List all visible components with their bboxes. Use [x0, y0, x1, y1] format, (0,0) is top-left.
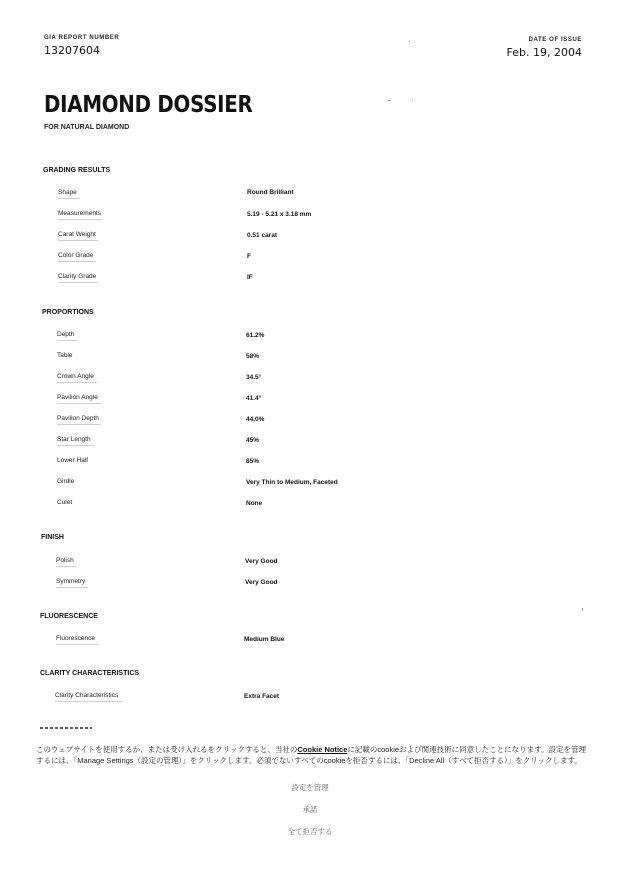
symmetry-label: Symmetry: [56, 578, 86, 585]
label-underline: [57, 340, 77, 341]
pavilion-angle-label: Pavilion Angle: [57, 394, 98, 401]
section-grading-heading: GRADING RESULTS: [43, 167, 111, 174]
depth-value: 61.2%: [246, 332, 265, 339]
crown-angle-value: 34.5°: [246, 374, 262, 381]
report-number-label: GIA REPORT NUMBER: [44, 35, 120, 41]
label-underline: [58, 261, 96, 262]
scan-speck: [388, 100, 391, 101]
table-value: 58%: [246, 353, 260, 360]
pavilion-angle-value: 41.4°: [246, 395, 262, 402]
label-underline: [56, 566, 76, 567]
polish-value: Very Good: [245, 558, 278, 565]
pavilion-depth-value: 44.0%: [246, 416, 265, 423]
label-underline: [58, 282, 98, 283]
measurements-label: Measurements: [58, 210, 101, 217]
label-underline: [56, 587, 88, 588]
section-proportions-heading: PROPORTIONS: [42, 309, 94, 316]
cookie-text-after: に記載のcookieおよび関連技術に同意したことになります。設定を管理するには、「Manage Settings（設定の管理）」をクリックします。必須でないすべてのcookieを拒否するには、「Decline All（すべて拒否する）」をクリックします。: [36, 745, 586, 765]
accept-button[interactable]: 承諾: [302, 805, 318, 814]
lower-half-label: Lower Half: [57, 457, 89, 464]
decline-all-button[interactable]: 全て拒否する: [287, 827, 333, 836]
clarity-characteristics-value: Extra Facet: [244, 693, 280, 700]
girdle-value: Very Thin to Medium, Faceted: [246, 479, 338, 486]
report-number: 13207604: [44, 44, 100, 57]
girdle-label: Girdle: [57, 478, 75, 485]
cookie-text-before: このウェブサイトを使用するか、または受け入れるをクリックすると、当社の: [36, 745, 298, 754]
label-underline: [58, 219, 102, 220]
label-underline: [55, 701, 123, 702]
culet-value: None: [246, 500, 263, 507]
color-grade-label: Color Grade: [58, 252, 94, 259]
culet-label: Culet: [57, 499, 73, 506]
clarity-characteristics-label: Clarity Characteristics: [55, 692, 119, 699]
cookie-notice: [36, 744, 588, 766]
star-length-label: Star Length: [57, 436, 91, 443]
label-underline: [56, 644, 98, 645]
cookie-notice-link[interactable]: Cookie Notice: [297, 745, 348, 754]
dashed-divider: [40, 727, 92, 729]
document-title: DIAMOND DOSSIER: [44, 92, 253, 118]
section-clarity-heading: CLARITY CHARACTERISTICS: [40, 670, 140, 677]
section-fluorescence-heading: FLUORESCENCE: [40, 613, 98, 620]
label-underline: [57, 445, 95, 446]
fluorescence-value: Medium Blue: [244, 636, 285, 643]
measurements-value: 5.19 - 5.21 x 3.18 mm: [247, 211, 312, 218]
shape-label: Shape: [58, 189, 77, 196]
crown-angle-label: Crown Angle: [57, 373, 94, 380]
label-underline: [57, 382, 97, 383]
label-underline: [58, 198, 80, 199]
clarity-grade-value: IF: [247, 274, 253, 281]
polish-label: Polish: [56, 557, 74, 564]
label-underline: [57, 403, 101, 404]
carat-weight-value: 0.51 carat: [247, 232, 277, 239]
clarity-grade-label: Clarity Grade: [58, 273, 97, 280]
date-label: DATE OF ISSUE: [528, 37, 582, 43]
document-subtitle: FOR NATURAL DIAMOND: [44, 124, 130, 131]
lower-half-value: 85%: [246, 458, 260, 465]
table-label: Table: [57, 352, 73, 359]
depth-label: Depth: [57, 331, 75, 338]
fluorescence-label: Fluorescence: [56, 635, 96, 642]
label-underline: [57, 424, 101, 425]
scan-speck: [412, 100, 413, 101]
scan-speck: [582, 608, 583, 611]
label-underline: [58, 240, 98, 241]
scan-speck: [409, 41, 410, 42]
shape-value: Round Brilliant: [247, 189, 294, 196]
issue-date: Feb. 19, 2004: [506, 46, 582, 59]
color-grade-value: F: [247, 253, 251, 260]
pavilion-depth-label: Pavilion Depth: [57, 415, 99, 422]
manage-settings-button[interactable]: 設定を管理: [291, 783, 329, 792]
section-finish-heading: FINISH: [41, 534, 64, 541]
symmetry-value: Very Good: [245, 579, 278, 586]
carat-weight-label: Carat Weight: [58, 231, 96, 238]
star-length-value: 45%: [246, 437, 260, 444]
